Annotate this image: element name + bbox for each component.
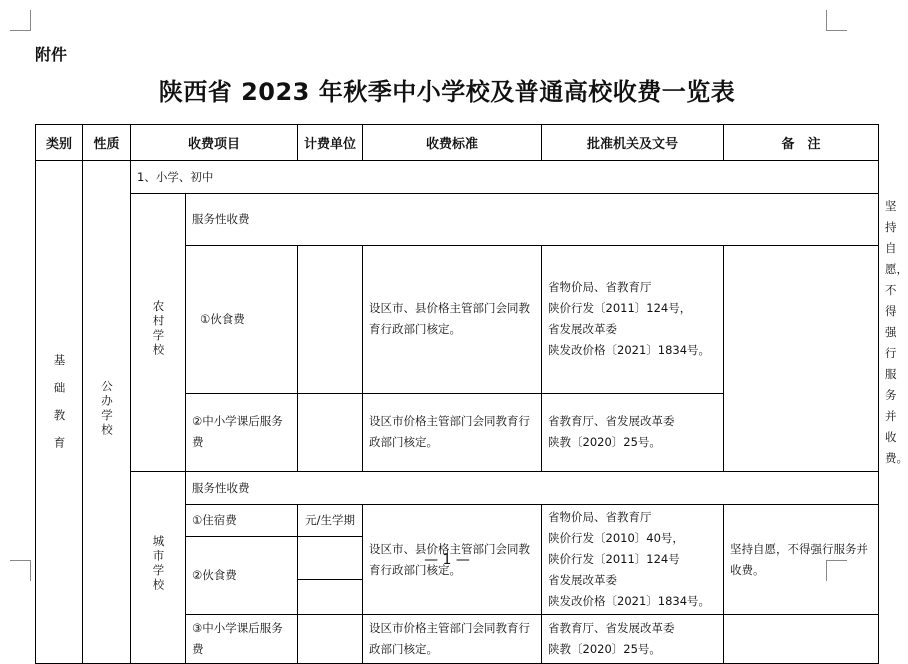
urban-meal-unit-lower — [298, 580, 363, 615]
section-primary: 1、小学、初中 — [131, 161, 879, 194]
approval-line: 省发展改革委 — [548, 322, 618, 337]
approval-line: 陕发改价格〔2021〕1834号。 — [548, 594, 711, 608]
urban-after-school-remark — [724, 615, 879, 664]
rural-meal-unit — [298, 245, 363, 393]
urban-after-school-item: ③中小学课后服务费 — [186, 615, 298, 664]
rural-meal-standard: 设区市、县价格主管部门会同教育行政部门核定。 — [363, 245, 542, 393]
rural-after-school-unit — [298, 393, 363, 471]
approval-line: 省教育厅、省发展改革委 — [548, 414, 675, 429]
attachment-label: 附件 — [35, 45, 68, 64]
header-category: 类别 — [36, 125, 83, 161]
approval-line: 陕发改价格〔2021〕1834号。 — [548, 343, 711, 358]
urban-after-school-unit — [298, 615, 363, 664]
rural-after-school-standard: 设区市价格主管部门会同教育行政部门核定。 — [363, 393, 542, 471]
urban-meal-item: ②伙食费 — [186, 537, 298, 615]
urban-lodging-item: ①住宿费 — [186, 505, 298, 537]
urban-after-school-standard: 设区市价格主管部门会同教育行政部门核定。 — [363, 615, 542, 664]
approval-line: 陕价行发〔2011〕124号， — [548, 301, 692, 316]
category-text: 基础教育 — [52, 353, 67, 464]
urban-lodging-unit: 元/生学期 — [298, 505, 363, 537]
rural-meal-approval — [542, 245, 724, 393]
fee-table: 类别 性质 收费项目 计费单位 收费标准 批准机关及文号 备 注 基础教育 公办学校 1、小学、初中 农村学校 服务性收费 坚持自愿，不得强行服务并收费。 ①伙食费 设区市、县价格主管部门会同教育行政部门核定。 省物价局、省教育厅 陕价行发〔2011〕124号， 省发展改革委 陕发改价格〔2021〕1834号。 ②中小学课后服务费 设区市价格主管部门会同教育行政部门核定。 省教育厅、省发展改革委 陕教〔2020〕25号。 城市学校 服务性收费 ①住宿费 元/生学期 设区市、县价格主管部门会同教育行政部门核定。 省物价局、省教育厅 陕价行发〔2010〕40号， 陕价行发〔2011〕124号 省发展改革委 陕发改价格〔2021〕1834号。 坚持自愿，不得强行服务并收费。 ②伙食费 ③中小学课后服务费 设区市价格主管部门会同教育行政部门核定。 省教育厅、省发展改革委 陕教〔2020〕25号。 — [35, 124, 879, 664]
urban-service-fee: 服务性收费 — [186, 472, 879, 505]
approval-line: 省物价局、省教育厅 — [548, 280, 652, 295]
header-nature: 性质 — [83, 125, 131, 161]
header-standard: 收费标准 — [363, 125, 542, 161]
header-approval: 批准机关及文号 — [542, 125, 724, 161]
urban-after-school-approval — [542, 615, 724, 664]
rural-after-school-item: ②中小学课后服务费 — [186, 393, 298, 471]
approval-line: 陕教〔2020〕25号。 — [548, 435, 661, 450]
rural-after-school-approval — [542, 393, 724, 471]
approval-line: 省教育厅、省发展改革委 — [548, 621, 675, 635]
urban-label: 城市学校 — [151, 535, 166, 593]
page-title: 陕西省 2023 年秋季中小学校及普通高校收费一览表 — [158, 78, 736, 106]
rural-label: 农村学校 — [151, 300, 166, 358]
header-item: 收费项目 — [131, 125, 298, 161]
nature-text: 公办学校 — [100, 379, 114, 438]
approval-line: 陕教〔2020〕25号。 — [548, 642, 661, 656]
approval-line: 陕价行发〔2010〕40号， — [548, 531, 684, 545]
header-row — [36, 125, 879, 161]
rural-service-fee: 服务性收费 — [186, 194, 879, 246]
page-number: — 1 — — [424, 552, 470, 568]
header-unit: 计费单位 — [298, 125, 363, 161]
header-remark: 备 注 — [724, 125, 879, 161]
nature-cell — [83, 161, 131, 664]
crop-mark-top-left — [10, 10, 31, 31]
approval-line: 省物价局、省教育厅 — [548, 510, 652, 524]
rural-meal-item: ①伙食费 — [186, 245, 298, 393]
urban-standard: 设区市、县价格主管部门会同教育行政部门核定。 — [363, 505, 542, 615]
category-cell — [36, 161, 83, 664]
rural-label-cell — [131, 194, 186, 472]
approval-line: 陕价行发〔2011〕124号 — [548, 552, 680, 566]
approval-line: 省发展改革委 — [548, 573, 618, 587]
crop-mark-top-right — [826, 10, 847, 31]
urban-remark: 坚持自愿，不得强行服务并收费。 — [724, 505, 879, 615]
